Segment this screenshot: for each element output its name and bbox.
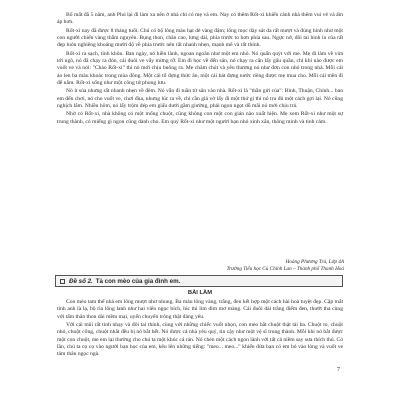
topic-number: Đề số 2. — [69, 277, 93, 285]
paragraph: Với cái mũi rất tinh nhạy và đôi tai thính, cùng với những chiếc vuốt nhọn, con mèo bắt chuột thật tài ba. Chuột to, chuột nhỏ, chuột cống, chuột nhắt đều bị nó bắt hết. Nó được cả nhà yêu quý, tin cậy như một vệ sĩ trung thành. Mỗi khi nó bắt được một con chuột, me em lại thưởng cho chú ta một khúc cá rán. Nó chén một cách ngon lành với tất cả niềm say sưa thích thú. Có lần, chú ta cọ cọ vào người bạn học của em, kêu lên những tiếng: "meo... meo..." khiến đứa bạn có em bỏ vào lòng và vuốt ve tâm thân ngọc ngà. — [57, 322, 343, 358]
topic-box — [55, 275, 343, 287]
sample-essay-text — [57, 12, 343, 127]
paragraph: Nhờ có Rốt-xi, nhà không có một mống chuột, cũng không con một con gián nào xuất hiện. Mẹ xem Rốt-xi như một sự trung thành, có miếng gì ngon cũng dành cho. Em quý Rốt-xi như một người bạn nhỏ xinh xắn, thông minh và tinh cảm. — [57, 111, 343, 125]
paragraph: Rốt-xi nay đã được 8 tháng tuổi. Chú có bộ lông màu hạt dẻ vàng đậm; lông mọc dày sát da rất mượt và đúng hình như một con người chiến vàng thẫm nguyên. Bụng thon, chân cao, lưng dài, phía trước to hơn phía sau. Ngực nở, đôi tai hình in của rất đẹp luôn nghiêng khoảng mười độ về phía trước nên rất nhanh nhẹn, mạnh mẽ và rất thính. — [57, 27, 343, 49]
paragraph: Nó ít sủa nhưng rất nhanh nhẹn về đêm. Nó vẫn đi tuần từ sân vào nhà. Rốt-xi là "thần gửi của": Bình, Thuận, Chính... ban em đến chơi, nó cho vuốt ve, chơi đùa, nhưng lúc ra về, chỉ cần giả vờ lấy đi một thứ gì thì nó tru đủ một cách gợi lại. Nó cũng nghịch lắm. Nhiều hôm, nó lấy trộm dép em giấu dưới gầm giường, phải ngon ngọt dỗ mãi nó mới chịu trả. — [57, 88, 343, 109]
page-number: 7 — [337, 367, 340, 373]
topic-title: Tả con mèo của gia đình em. — [95, 277, 181, 285]
essay-text — [57, 299, 343, 360]
paragraph: Con mèo tam thể nhà em lông mượt như nhung. Ba màu lông vàng, trắng, đen kết hợp một cách hài hoà tuyệt đẹp. Cặp mắt tinh anh là lạ, bộ ria lông lanh như hai viên ngọc bích, lúc thì lim dim mơ màng. Cái đuôi dài trắng điểm đen, thướt tha cùng với tấm thân thon dài mềm mại, uyển chuyển trông thật đáng yêu. — [57, 299, 343, 320]
author-signature — [120, 259, 344, 273]
author-school: Trường Tiểu học Cù Chính Lan – Thành phố Thanh Hoá — [226, 266, 344, 272]
essay-heading: BÀI LÀM — [187, 290, 213, 296]
checkbox-icon — [60, 279, 65, 284]
paragraph: Rốt-xi ra sạch, tinh khôn. Ban ngày, nó hiền lành, ngoan ngoãn như một em nhỏ. Nó quấn quýt với me. Mẹ đi làm về vừa tới ngõ, nó đã chạy ra đón, cái đuôi ve vẩy mừng rỡ. Em đi học về đến sân, nó chạy ra cắn lấy gấu quần, chỉ khi nào được em vuốt ve và nói: "Chào Rốt-xi" thì nó mới chịu buông ra. Me chăm chút và yêu thương nó như đơn con nhỏ trong nhà. Mỗi cái áo len ba màu khoác trong mùa đông. Một cái tổ đựng thức ăn, một cái bát đựng nước riêng được mẹ mua cho. Mỗi cái mền đi để nằm. Rốt-xi sống như một công tử phong lưu. — [57, 50, 343, 86]
author-name: Hoàng Phương Trà, Lớp 4A — [285, 259, 344, 265]
paragraph: Bố mất đã 5 năm, anh Phú lại đi làm xa nên ở nhà chỉ có mẹ và em. Nay có thêm Rốt-xi khiến cảnh nhà thêm vui vẻ và ấm áp hơn. — [57, 12, 343, 26]
